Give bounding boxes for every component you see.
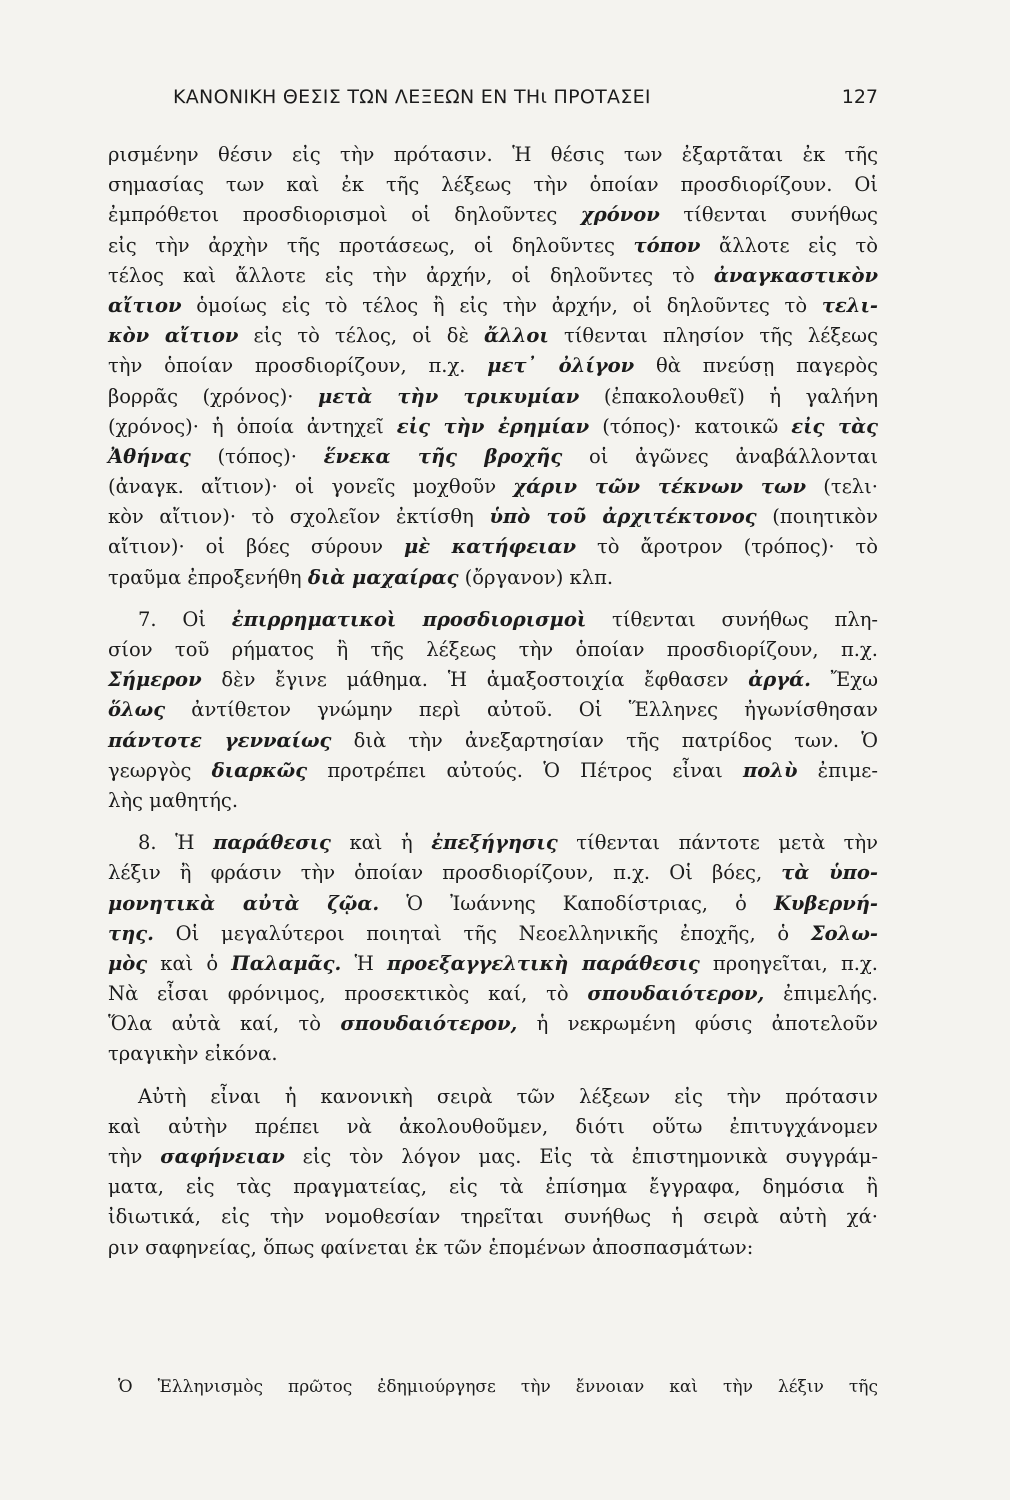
text-line bbox=[108, 382, 878, 412]
text-run: ἰδιωτικά, εἰς τὴν νομοθεσίαν τηρεῖται συνήθως ἡ σειρὰ αὐτὴ χά· bbox=[108, 1205, 878, 1229]
emphasized-term: Σολω- bbox=[810, 921, 878, 945]
emphasized-term: παράθεσις bbox=[213, 831, 331, 855]
text-run: διὰ τὴν ἀνεξαρτησίαν τῆς πατρίδος των. Ὁ bbox=[331, 728, 879, 752]
emphasized-term: ἀναγκαστικὸν bbox=[713, 263, 878, 287]
emphasized-term: τόπον bbox=[633, 233, 701, 257]
text-run: ἄλλοτε εἰς τὸ bbox=[700, 233, 878, 257]
text-run: ριν σαφηνείας, ὅπως φαίνεται ἐκ τῶν ἑπομένων ἀποσπασμάτων: bbox=[108, 1235, 754, 1259]
body-text bbox=[108, 140, 878, 1263]
emphasized-term: μετὰ τὴν τρικυμίαν bbox=[318, 384, 580, 408]
text-line bbox=[108, 726, 878, 756]
text-run: θὰ πνεύσῃ παγερὸς bbox=[634, 354, 879, 378]
text-run: τραῦμα ἐπροξενήθη bbox=[108, 565, 308, 589]
text-line bbox=[108, 605, 878, 635]
text-run: (ἀναγκ. αἴτιον)· οἱ γονεῖς μοχθοῦν bbox=[108, 475, 514, 499]
emphasized-term: χάριν τῶν τέκνων των bbox=[513, 475, 807, 499]
text-line bbox=[108, 635, 878, 665]
text-line bbox=[108, 665, 878, 695]
text-run: γεωργὸς bbox=[108, 758, 212, 782]
text-run: ματα, εἰς τὰς πραγματείας, εἰς τὰ ἐπίσημα ἔγγραφα, δημόσια ἢ bbox=[108, 1175, 878, 1199]
text-line bbox=[108, 695, 878, 725]
paragraph-4 bbox=[108, 1082, 878, 1263]
emphasized-term: μονητικὰ αὐτὰ ζῷα. bbox=[108, 891, 380, 915]
paragraph-3-item-8 bbox=[108, 828, 878, 1070]
text-line bbox=[108, 563, 878, 593]
text-line bbox=[108, 170, 878, 200]
emphasized-term: εἰς τὴν ἐρημίαν bbox=[396, 414, 590, 438]
emphasized-term: ὅλως bbox=[108, 698, 166, 722]
emphasized-term: Σήμερον bbox=[108, 668, 202, 692]
emphasized-term: ἕνεκα τῆς βροχῆς bbox=[323, 444, 563, 468]
text-run: ἀντίθετον γνώμην περὶ αὐτοῦ. Οἱ Ἕλληνες ἠγωνίσθησαν bbox=[165, 698, 878, 722]
text-line bbox=[108, 321, 878, 351]
text-line bbox=[108, 200, 878, 230]
emphasized-term: Ἀθήνας bbox=[108, 444, 191, 468]
text-line bbox=[108, 472, 878, 502]
emphasized-term: Κυβερνή- bbox=[773, 891, 878, 915]
emphasized-term: διαρκῶς bbox=[211, 758, 308, 782]
text-run: οἱ ἀγῶνες ἀναβάλλονται bbox=[562, 444, 878, 468]
text-run: ὁμοίως εἰς τὸ τέλος ἢ εἰς τὴν ἀρχήν, οἱ δηλοῦντες τὸ bbox=[181, 293, 822, 317]
text-run: τίθενται πλησίον τῆς λέξεως bbox=[548, 324, 878, 348]
text-run: Νὰ εἶσαι φρόνιμος, προσεκτικὸς καί, τὸ bbox=[108, 982, 588, 1006]
emphasized-term: διὰ μαχαίρας bbox=[307, 565, 459, 589]
text-line bbox=[108, 412, 878, 442]
text-run: Ἔχω bbox=[810, 668, 879, 692]
text-line bbox=[108, 756, 878, 786]
text-line bbox=[108, 828, 878, 858]
text-run: τίθενται συνήθως bbox=[659, 203, 878, 227]
text-run: καὶ αὐτὴν πρέπει νὰ ἀκολουθοῦμεν, διότι οὕτω ἐπιτυγχάνομεν bbox=[108, 1114, 878, 1138]
text-line bbox=[108, 919, 878, 949]
text-line bbox=[108, 1172, 878, 1202]
text-run: καὶ ὁ bbox=[147, 951, 232, 975]
paragraph-1 bbox=[108, 140, 878, 593]
text-run: τέλος καὶ ἄλλοτε εἰς τὴν ἀρχήν, οἱ δηλοῦντες τὸ bbox=[108, 263, 714, 287]
text-run: ἐπιμελής. bbox=[764, 982, 878, 1006]
text-run: προτρέπει αὐτούς. Ὁ Πέτρος εἶναι bbox=[307, 758, 743, 782]
text-run: ἐμπρόθετοι προσδιορισμοὶ οἱ δηλοῦντες bbox=[108, 203, 581, 227]
text-run: 7. Οἱ bbox=[138, 607, 232, 631]
text-run: εἰς τὸ τέλος, οἱ δὲ bbox=[238, 324, 485, 348]
text-line bbox=[108, 291, 878, 321]
emphasized-term: ἄλλοι bbox=[484, 324, 549, 348]
text-line bbox=[108, 1082, 878, 1112]
emphasized-term: χρόνον bbox=[580, 203, 660, 227]
emphasized-term: προεξαγγελτικὴ παράθεσις bbox=[386, 951, 700, 975]
text-line bbox=[108, 532, 878, 562]
emphasized-term: μετ᾽ ὀλίγον bbox=[487, 354, 635, 378]
emphasized-term: σαφήνειαν bbox=[160, 1145, 285, 1168]
text-run: 8. Ἡ bbox=[138, 831, 214, 855]
page-number: 127 bbox=[841, 86, 878, 108]
text-run: Αὐτὴ εἶναι ἡ κανονικὴ σειρὰ τῶν λέξεων εἰς τὴν πρότασιν bbox=[138, 1084, 878, 1108]
text-run: λέξιν ἢ φράσιν τὴν ὁποίαν προσδιορίζουν, π.χ. Οἱ βόες, bbox=[108, 861, 782, 885]
emphasized-term: τελι- bbox=[821, 293, 878, 317]
text-line bbox=[108, 1039, 878, 1069]
page-header bbox=[173, 86, 878, 116]
text-run: (ὄργανον) κλπ. bbox=[458, 565, 614, 589]
text-run: (τελι· bbox=[806, 475, 879, 499]
text-line bbox=[108, 949, 878, 979]
text-line bbox=[108, 979, 878, 1009]
text-run: κὸν αἴτιον)· τὸ σχολεῖον ἐκτίσθη bbox=[108, 505, 490, 529]
text-run: τὴν bbox=[108, 1145, 161, 1168]
text-line bbox=[108, 858, 878, 888]
emphasized-term: σπουδαιότερον, bbox=[340, 1012, 518, 1036]
emphasized-term: αἴτιον bbox=[108, 293, 182, 317]
text-run: (ἐπακολουθεῖ) ἡ γαλήνη bbox=[579, 384, 878, 408]
emphasized-term: πάντοτε γενναίως bbox=[108, 728, 332, 752]
emphasized-term: ἀργά. bbox=[748, 668, 811, 692]
text-line bbox=[108, 889, 878, 919]
text-run: (τόπος)· bbox=[190, 444, 324, 468]
paragraph-2-item-7 bbox=[108, 605, 878, 816]
text-line bbox=[108, 1112, 878, 1142]
emphasized-term: μὲ κατήφειαν bbox=[403, 535, 577, 559]
text-run: (τόπος)· κατοικῶ bbox=[589, 414, 792, 438]
text-line bbox=[108, 786, 878, 816]
text-line bbox=[108, 261, 878, 291]
text-run: σημασίας των καὶ ἐκ τῆς λέξεως τὴν ὁποίαν προσδιορίζουν. Οἱ bbox=[108, 173, 878, 197]
emphasized-term: της. bbox=[108, 921, 154, 945]
text-run: καὶ ἡ bbox=[330, 831, 432, 855]
text-line bbox=[108, 502, 878, 532]
text-run: βορρᾶς (χρόνος)· bbox=[108, 384, 319, 408]
text-run: τραγικὴν εἰκόνα. bbox=[108, 1042, 278, 1066]
text-run: λὴς μαθητής. bbox=[108, 788, 239, 812]
emphasized-term: σπουδαιότερον, bbox=[587, 982, 765, 1006]
text-run: εἰς τὴν ἀρχὴν τῆς προτάσεως, οἱ δηλοῦντες bbox=[108, 233, 634, 257]
text-run: αἴτιον)· οἱ βόες σύρουν bbox=[108, 535, 404, 559]
text-run: ἐπιμε- bbox=[797, 758, 878, 782]
emphasized-term: μὸς bbox=[108, 951, 148, 975]
emphasized-term: πολὺ bbox=[743, 758, 798, 782]
text-line bbox=[108, 351, 878, 381]
text-line bbox=[108, 1009, 878, 1039]
emphasized-term: ὑπὸ τοῦ ἀρχιτέκτονος bbox=[489, 505, 757, 529]
text-run: τίθενται συνήθως πλη- bbox=[586, 607, 878, 631]
text-run: (χρόνος)· ἡ ὁποία ἀντηχεῖ bbox=[108, 414, 397, 438]
emphasized-term: κὸν αἴτιον bbox=[108, 324, 239, 348]
text-line bbox=[108, 442, 878, 472]
text-run: ἡ νεκρωμένη φύσις ἀποτελοῦν bbox=[517, 1012, 879, 1036]
emphasized-term: ἐπεξήγησις bbox=[431, 831, 558, 855]
text-run: Ἡ bbox=[341, 951, 387, 975]
text-run: εἰς τὸν λόγον μας. Εἰς τὰ ἐπιστημονικὰ συγγράμ- bbox=[284, 1145, 878, 1168]
text-line bbox=[108, 1202, 878, 1232]
text-run: σίον τοῦ ρήματος ἢ τῆς λέξεως τὴν ὁποίαν προσδιορίζουν, π.χ. bbox=[108, 638, 878, 661]
text-run: τὴν ὁποίαν προσδιορίζουν, π.χ. bbox=[108, 354, 488, 378]
text-run: Ὁ Ἰωάννης Καποδίστριας, ὁ bbox=[379, 891, 774, 915]
running-head: ΚΑΝΟΝΙΚΗ ΘΕΣΙΣ ΤΩΝ ΛΕΞΕΩΝ ΕΝ ΤΗι ΠΡΟΤΑΣΕΙ bbox=[173, 86, 651, 108]
text-line bbox=[108, 1233, 878, 1263]
text-run: δὲν ἔγινε μάθημα. Ἡ ἁμαξοστοιχία ἔφθασεν bbox=[201, 668, 749, 692]
text-run: Οἱ μεγαλύτεροι ποιηταὶ τῆς Νεοελληνικῆς ἐποχῆς, ὁ bbox=[153, 921, 811, 945]
text-line bbox=[108, 1142, 878, 1172]
emphasized-term: εἰς τὰς bbox=[791, 414, 879, 438]
emphasized-term: ἐπιρρηματικοὶ προσδιορισμοὶ bbox=[231, 607, 587, 631]
text-run: ρισμένην θέσιν εἰς τὴν πρότασιν. Ἡ θέσις των ἐξαρτᾶται ἐκ τῆς bbox=[108, 143, 878, 166]
text-run: προηγεῖται, π.χ. bbox=[699, 951, 878, 975]
emphasized-term: Παλαμᾶς. bbox=[231, 951, 342, 975]
text-line bbox=[108, 231, 878, 261]
quotation-line: Ὁ Ἑλληνισμὸς πρῶτος ἐδημιούργησε τὴν ἔννοιαν καὶ τὴν λέξιν τῆς bbox=[118, 1377, 878, 1397]
text-run: Ὅλα αὐτὰ καί, τὸ bbox=[108, 1012, 341, 1036]
text-run: (ποιητικὸν bbox=[756, 505, 879, 529]
emphasized-term: τὰ ὑπο- bbox=[781, 861, 878, 885]
text-run: τὸ ἄροτρον (τρόπος)· τὸ bbox=[576, 535, 878, 559]
text-line bbox=[108, 140, 878, 170]
text-run: τίθενται πάντοτε μετὰ τὴν bbox=[557, 831, 879, 855]
